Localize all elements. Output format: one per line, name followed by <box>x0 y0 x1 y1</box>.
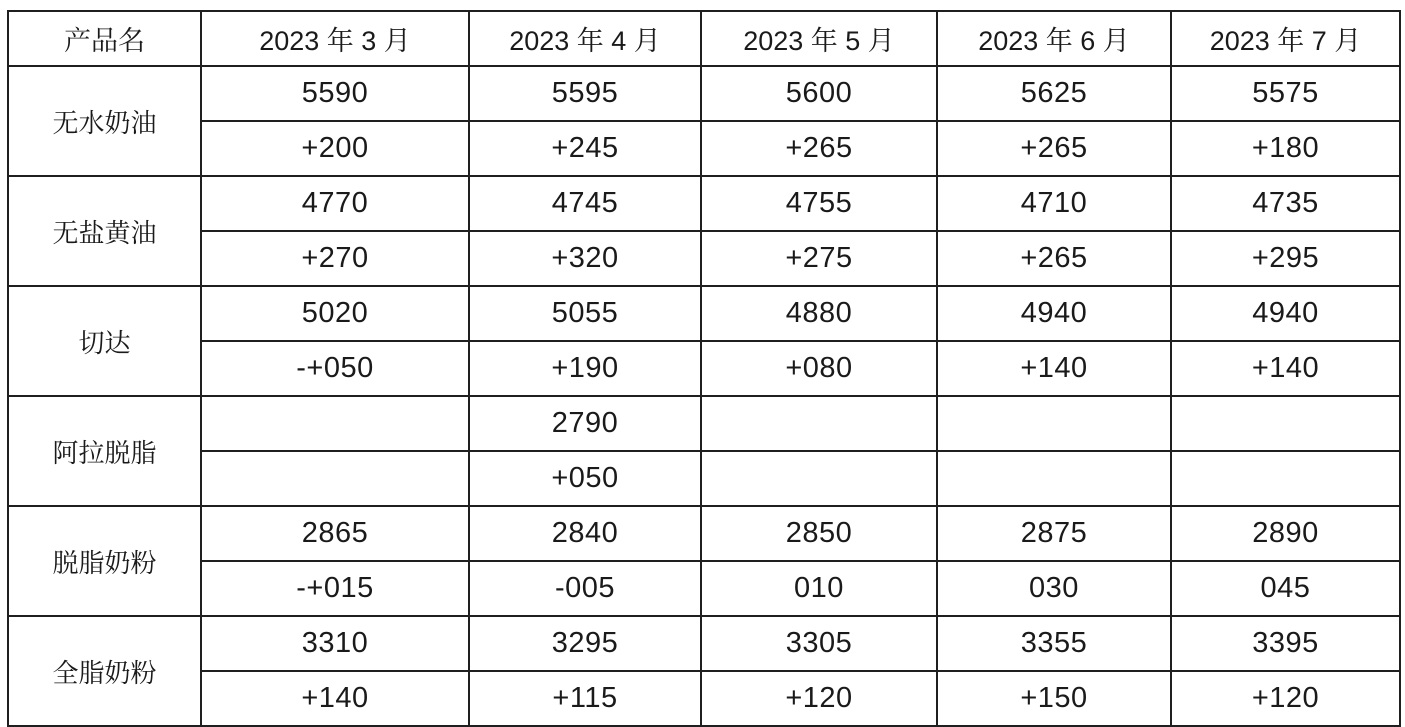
price-cell: 2840 <box>469 506 701 561</box>
change-cell: +150 <box>937 671 1171 726</box>
price-cell: 3355 <box>937 616 1171 671</box>
price-cell: 3395 <box>1171 616 1400 671</box>
price-cell: 4710 <box>937 176 1171 231</box>
product-name-cell: 脱脂奶粉 <box>8 506 201 616</box>
change-cell: +265 <box>937 121 1171 176</box>
price-row <box>8 176 1400 231</box>
change-row <box>8 451 1400 506</box>
column-header-month-5: 2023 年 7 月 <box>1171 11 1400 66</box>
price-cell: 2790 <box>469 396 701 451</box>
change-cell: +140 <box>201 671 469 726</box>
change-cell: +120 <box>1171 671 1400 726</box>
price-cell: 4880 <box>701 286 937 341</box>
column-header-month-2: 2023 年 4 月 <box>469 11 701 66</box>
price-cell <box>701 396 937 451</box>
change-cell <box>937 451 1171 506</box>
change-cell: 030 <box>937 561 1171 616</box>
change-cell <box>1171 451 1400 506</box>
price-cell: 3295 <box>469 616 701 671</box>
change-cell: +295 <box>1171 231 1400 286</box>
price-cell: 2890 <box>1171 506 1400 561</box>
price-cell: 4745 <box>469 176 701 231</box>
price-cell <box>1171 396 1400 451</box>
change-cell: +140 <box>937 341 1171 396</box>
price-cell: 5055 <box>469 286 701 341</box>
change-cell: +270 <box>201 231 469 286</box>
change-cell: +265 <box>701 121 937 176</box>
price-cell: 4770 <box>201 176 469 231</box>
price-cell: 4755 <box>701 176 937 231</box>
price-row <box>8 616 1400 671</box>
change-cell: +320 <box>469 231 701 286</box>
price-cell: 5600 <box>701 66 937 121</box>
product-name-cell: 全脂奶粉 <box>8 616 201 726</box>
price-cell: 4735 <box>1171 176 1400 231</box>
change-cell: 010 <box>701 561 937 616</box>
price-cell: 4940 <box>937 286 1171 341</box>
price-row <box>8 506 1400 561</box>
change-row <box>8 121 1400 176</box>
column-header-product: 产品名 <box>8 11 201 66</box>
price-cell <box>201 396 469 451</box>
change-cell: -+050 <box>201 341 469 396</box>
change-cell: +120 <box>701 671 937 726</box>
change-cell: +275 <box>701 231 937 286</box>
change-cell: +180 <box>1171 121 1400 176</box>
price-cell: 2850 <box>701 506 937 561</box>
change-cell: +050 <box>469 451 701 506</box>
column-header-month-3: 2023 年 5 月 <box>701 11 937 66</box>
header-row <box>8 11 1400 66</box>
price-row <box>8 286 1400 341</box>
change-cell <box>701 451 937 506</box>
change-cell: -005 <box>469 561 701 616</box>
change-cell: +140 <box>1171 341 1400 396</box>
price-cell: 5625 <box>937 66 1171 121</box>
price-cell: 4940 <box>1171 286 1400 341</box>
product-price-table <box>7 10 1401 727</box>
product-name-cell: 无盐黄油 <box>8 176 201 286</box>
change-cell <box>201 451 469 506</box>
price-cell: 3310 <box>201 616 469 671</box>
column-header-month-4: 2023 年 6 月 <box>937 11 1171 66</box>
change-cell: +265 <box>937 231 1171 286</box>
change-row <box>8 561 1400 616</box>
change-cell: -+015 <box>201 561 469 616</box>
price-cell <box>937 396 1171 451</box>
change-cell: +200 <box>201 121 469 176</box>
price-cell: 2875 <box>937 506 1171 561</box>
price-cell: 2865 <box>201 506 469 561</box>
change-cell: +245 <box>469 121 701 176</box>
change-cell: +115 <box>469 671 701 726</box>
product-name-cell: 阿拉脱脂 <box>8 396 201 506</box>
price-row <box>8 66 1400 121</box>
column-header-month-1: 2023 年 3 月 <box>201 11 469 66</box>
change-row <box>8 671 1400 726</box>
price-cell: 5590 <box>201 66 469 121</box>
product-name-cell: 无水奶油 <box>8 66 201 176</box>
price-cell: 3305 <box>701 616 937 671</box>
price-row <box>8 396 1400 451</box>
change-row <box>8 231 1400 286</box>
change-cell: +190 <box>469 341 701 396</box>
change-cell: +080 <box>701 341 937 396</box>
change-cell: 045 <box>1171 561 1400 616</box>
price-cell: 5595 <box>469 66 701 121</box>
price-cell: 5020 <box>201 286 469 341</box>
price-cell: 5575 <box>1171 66 1400 121</box>
product-name-cell: 切达 <box>8 286 201 396</box>
change-row <box>8 341 1400 396</box>
